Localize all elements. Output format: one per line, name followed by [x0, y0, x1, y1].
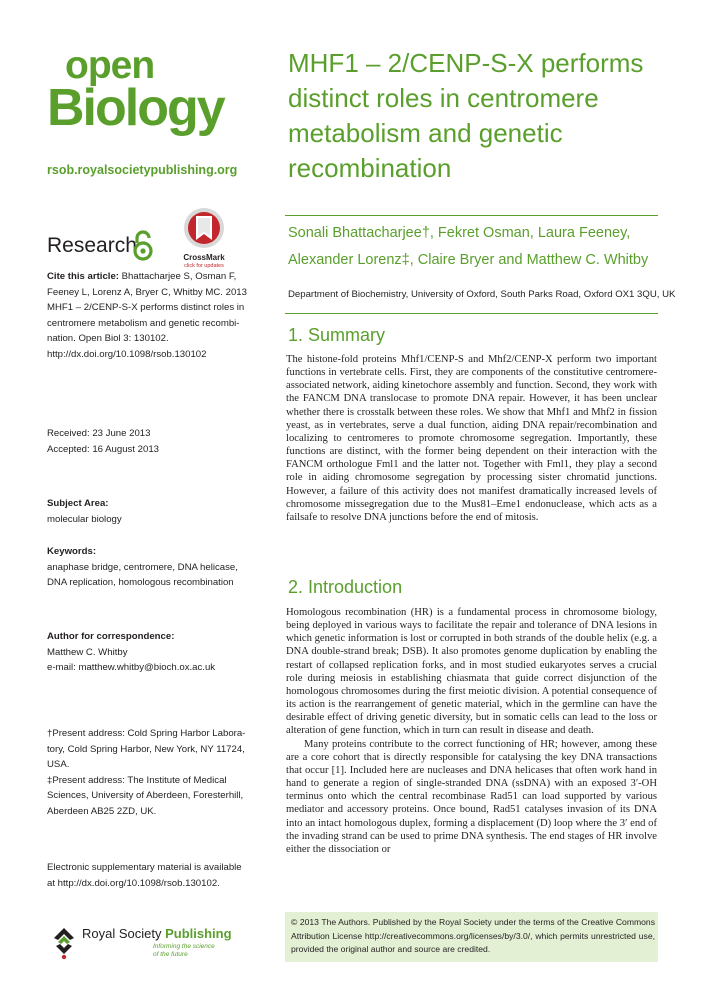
- publisher-tagline: Informing the science of the future: [153, 943, 215, 958]
- correspondence-email[interactable]: e-mail: matthew.whitby@bioch.ox.ac.uk: [47, 662, 216, 674]
- royal-society-emblem-icon: [50, 924, 78, 960]
- present-address-line: Sciences, University of Aberdeen, Foresterhill,: [47, 790, 244, 802]
- present-addresses-block: [47, 726, 267, 820]
- crossmark-badge[interactable]: [183, 206, 225, 276]
- introduction-paragraph-1: Homologous recombination (HR) is a fundamental process in chromosome biology, being deployed in various ways to facilitate the repair and tolerance of DNA lesions in which genetic information is lost or corrupted in both strands of the double helix (e.g. a DNA double-strand break; DSB). It also promotes genome duplication by enabling the restart of collapsed replication forks, and in most studied eukaryotes serves a crucial role during meiosis in establishing chiasmata that guide correct disjunction of the homologous chromosomes during the first meiotic division. A potential consequence of its action is the rearrangement of genetic material, which in the germline can have the desirable effect of driving genetic diversity, but in somatic cells can lead to the loss or alteration of gene function, which in turn can result in disease and death.: [286, 607, 657, 737]
- esm-link[interactable]: at http://dx.doi.org/10.1098/rsob.130102.: [47, 877, 220, 889]
- publisher-logo: [50, 924, 230, 974]
- crossmark-label: CrossMark: [183, 253, 225, 262]
- journal-logo-open: open: [65, 44, 155, 87]
- citation-line-4: nation. Open Biol 3: 130102.: [47, 333, 169, 345]
- subject-value: molecular biology: [47, 513, 122, 525]
- affiliation-divider: [285, 313, 658, 314]
- subject-label: Subject Area:: [47, 498, 109, 509]
- dates-block: [47, 426, 159, 457]
- crossmark-icon: [183, 206, 225, 252]
- article-title-line: metabolism and genetic: [288, 118, 563, 148]
- present-address-line: tory, Cold Spring Harbor, New York, NY 11724,: [47, 743, 245, 755]
- accepted-date: Accepted: 16 August 2013: [47, 443, 160, 455]
- esm-line: Electronic supplementary material is available: [47, 862, 242, 873]
- summary-heading: 1. Summary: [288, 325, 386, 345]
- subject-block: [47, 496, 122, 527]
- citation-label: Cite this article:: [47, 271, 119, 282]
- article-type-label: Research: [47, 234, 137, 257]
- keywords-label: Keywords:: [47, 546, 97, 557]
- introduction-heading: 2. Introduction: [288, 577, 403, 597]
- author-line: Sonali Bhattacharjee†, Fekret Osman, Laura Feeney,: [288, 225, 631, 241]
- license-text: © 2013 The Authors. Published by the Royal Society under the terms of the Creative Commons Attribution License http://creativecommons.org/licenses/by/3.0/, which permits unrestricted use, provided the original author and source are credited.: [291, 917, 655, 954]
- summary-paragraph: The histone-fold proteins Mhf1/CENP-S and Mhf2/CENP-X perform two important functions in vertebrate cells. First, they are components of the constitutive centromere-associated network, aiding kinetochore assembly and function. Second, they work with the FANCM DNA translocase to promote DNA repair. However, it has been unclear whether there is crosstalk between these roles. We show that Mhf1 and Mhf2 in fission yeast, as in vertebrates, serve a dual function, aiding DNA repair/recombination and localizing to centromeres to promote chromosome segregation. Importantly, these functions are distinct, with the former being dependent on their interaction with the FANCM orthologue Fml1 and the latter not. Together with Fml1, they play a second role in aiding chromosome segregation by processing sister chromatid junctions. However, a failure of this activity does not manifest dramatically increased levels of chromosome missegregation due to the Mus81–Eme1 endonuclease, which acts as a failsafe to resolve DNA junctions before the end of mitosis.: [286, 354, 657, 523]
- article-title-line: distinct roles in centromere: [288, 83, 599, 113]
- author-affiliation: Department of Biochemistry, University of Oxford, South Parks Road, Oxford OX1 3QU, UK: [288, 289, 676, 300]
- received-date: Received: 23 June 2013: [47, 428, 151, 439]
- summary-body: [286, 353, 657, 524]
- publisher-name: Royal Society Publishing: [82, 926, 232, 941]
- introduction-body: [286, 606, 657, 856]
- citation-doi-link[interactable]: http://dx.doi.org/10.1098/rsob.130102: [47, 348, 207, 360]
- author-list: [288, 220, 658, 274]
- open-access-icon[interactable]: [131, 230, 155, 262]
- citation-line-3: centromere metabolism and genetic recombi-: [47, 317, 240, 329]
- article-title: [288, 46, 678, 186]
- article-title-line: recombination: [288, 153, 452, 183]
- introduction-paragraph-2: Many proteins contribute to the correct functioning of HR; however, among these are a core cohort that is directly responsible for catalysing the key DNA transactions that occur [1]. Included here are nucleases and DNA helicases that often work hand in hand to generate a region of single-stranded DNA (ssDNA) with an exposed 3′-OH terminus onto which the central recombinase Rad51 can load supported by various mediator and accessory proteins. Once bound, Rad51 catalyses invasion of its DNA into an intact homologous duplex, forming a displacement (D) loop where the 3′ end of the invading strand can be used to prime DNA synthesis. The end stages of HR involve either the dissociation or: [286, 738, 657, 855]
- journal-url-link[interactable]: rsob.royalsocietypublishing.org: [47, 163, 238, 177]
- citation-block: [47, 269, 267, 363]
- keywords-line: anaphase bridge, centromere, DNA helicase,: [47, 561, 238, 573]
- author-line: Alexander Lorenz‡, Claire Bryer and Matthew C. Whitby: [288, 252, 649, 268]
- present-address-line: †Present address: Cold Spring Harbor Labora-: [47, 728, 246, 739]
- citation-line-0: Cite this article: Bhattacharjee S, Osman F,: [47, 271, 237, 282]
- keywords-line: DNA replication, homologous recombination: [47, 577, 234, 589]
- correspondence-label: Author for correspondence:: [47, 631, 175, 642]
- keywords-block: [47, 544, 267, 591]
- citation-line-2: MHF1 – 2/CENP-S-X performs distinct roles in: [47, 302, 245, 314]
- correspondence-block: [47, 629, 267, 676]
- crossmark-sublabel: click for updates: [184, 263, 224, 269]
- correspondence-name: Matthew C. Whitby: [47, 646, 128, 658]
- title-divider: [285, 215, 658, 216]
- citation-line-1: Feeney L, Lorenz A, Bryer C, Whitby MC. 2013: [47, 286, 247, 298]
- journal-logo-biology: Biology: [47, 79, 224, 137]
- license-box: [285, 912, 658, 962]
- present-address-line: ‡Present address: The Institute of Medical: [47, 774, 227, 786]
- article-title-line: MHF1 – 2/CENP-S-X performs: [288, 48, 644, 78]
- esm-block: [47, 860, 267, 891]
- present-address-line: Aberdeen AB25 2ZD, UK.: [47, 805, 157, 817]
- present-address-line: USA.: [47, 759, 70, 771]
